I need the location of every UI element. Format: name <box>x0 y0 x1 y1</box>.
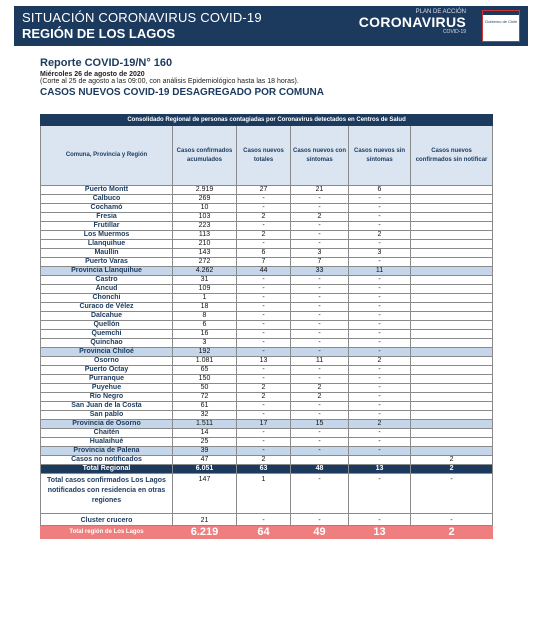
value-cell: 2 <box>411 526 493 539</box>
value-cell <box>411 186 493 195</box>
table-row <box>41 402 493 411</box>
value-cell: - <box>291 474 349 514</box>
comuna-cell: Quemchi <box>41 330 173 339</box>
value-cell: - <box>237 447 291 456</box>
value-cell: 4.262 <box>173 267 237 276</box>
table-row <box>41 321 493 330</box>
value-cell: - <box>237 312 291 321</box>
value-cell: - <box>291 438 349 447</box>
value-cell: 39 <box>173 447 237 456</box>
report-date: Miércoles 26 de agosto de 2020 <box>40 71 145 78</box>
value-cell: - <box>291 303 349 312</box>
value-cell: - <box>291 222 349 231</box>
value-cell: - <box>291 321 349 330</box>
value-cell: 61 <box>173 402 237 411</box>
value-cell: 13 <box>349 526 411 539</box>
value-cell: - <box>291 294 349 303</box>
comuna-cell: Total región de Los Lagos <box>41 526 173 539</box>
value-cell <box>411 411 493 420</box>
comuna-cell: Provincia Chiloé <box>41 348 173 357</box>
value-cell: 44 <box>237 267 291 276</box>
comuna-cell: Total casos confirmados Los Lagos notificados con residencia en otras regiones <box>41 474 173 514</box>
value-cell: 65 <box>173 366 237 375</box>
value-cell: - <box>349 384 411 393</box>
value-cell: 2 <box>237 456 291 465</box>
table-row <box>41 348 493 357</box>
value-cell: - <box>291 366 349 375</box>
value-cell: - <box>349 411 411 420</box>
value-cell: 150 <box>173 375 237 384</box>
table-row <box>41 465 493 474</box>
value-cell: - <box>237 375 291 384</box>
comuna-cell: Calbuco <box>41 195 173 204</box>
value-cell: - <box>349 339 411 348</box>
value-cell: - <box>237 195 291 204</box>
table-caption: Consolidado Regional de personas contagiadas por Coronavirus detectados en Centros de Salud <box>41 115 493 126</box>
value-cell: - <box>291 240 349 249</box>
value-cell: 21 <box>291 186 349 195</box>
value-cell: - <box>349 514 411 526</box>
value-cell <box>411 321 493 330</box>
value-cell: - <box>291 375 349 384</box>
table-row <box>41 204 493 213</box>
value-cell: 14 <box>173 429 237 438</box>
value-cell: - <box>411 514 493 526</box>
comuna-cell: Maullín <box>41 249 173 258</box>
value-cell: - <box>237 285 291 294</box>
value-cell: 2 <box>411 465 493 474</box>
value-cell: 2 <box>291 393 349 402</box>
table-row <box>41 393 493 402</box>
table-row <box>41 249 493 258</box>
cases-table <box>40 114 493 539</box>
value-cell: 25 <box>173 438 237 447</box>
value-cell: 47 <box>173 456 237 465</box>
value-cell: 6 <box>237 249 291 258</box>
table-row <box>41 366 493 375</box>
value-cell: - <box>411 474 493 514</box>
value-cell: 7 <box>291 258 349 267</box>
banner-title-line2: REGIÓN DE LOS LAGOS <box>22 26 176 41</box>
table-row <box>41 330 493 339</box>
brand-sub-label: COVID-19 <box>442 29 466 35</box>
value-cell: - <box>349 321 411 330</box>
value-cell: - <box>237 402 291 411</box>
comuna-cell: Provincia Llanquihue <box>41 267 173 276</box>
value-cell <box>411 240 493 249</box>
value-cell: 33 <box>291 267 349 276</box>
comuna-cell: San Juan de la Costa <box>41 402 173 411</box>
comuna-cell: Frutillar <box>41 222 173 231</box>
value-cell: 2 <box>237 231 291 240</box>
value-cell: 2 <box>291 384 349 393</box>
value-cell: 2.919 <box>173 186 237 195</box>
value-cell: 113 <box>173 231 237 240</box>
value-cell: - <box>237 348 291 357</box>
value-cell: 6.051 <box>173 465 237 474</box>
value-cell <box>411 402 493 411</box>
value-cell: - <box>291 402 349 411</box>
comuna-cell: Puerto Octay <box>41 366 173 375</box>
value-cell: 2 <box>237 393 291 402</box>
comuna-cell: Quellón <box>41 321 173 330</box>
value-cell: 16 <box>173 330 237 339</box>
value-cell: 6 <box>173 321 237 330</box>
table-row <box>41 294 493 303</box>
value-cell <box>411 267 493 276</box>
value-cell: 17 <box>237 420 291 429</box>
value-cell: - <box>349 474 411 514</box>
table-row <box>41 240 493 249</box>
table-row <box>41 231 493 240</box>
value-cell: 2 <box>291 213 349 222</box>
value-cell <box>411 348 493 357</box>
value-cell <box>411 384 493 393</box>
value-cell: - <box>349 429 411 438</box>
value-cell: - <box>291 348 349 357</box>
value-cell: - <box>349 447 411 456</box>
value-cell: 3 <box>173 339 237 348</box>
coronavirus-logo <box>359 9 466 35</box>
table-header-row <box>41 126 493 186</box>
value-cell: - <box>291 195 349 204</box>
value-cell <box>411 303 493 312</box>
value-cell: - <box>349 366 411 375</box>
comuna-cell: Curaco de Vélez <box>41 303 173 312</box>
comuna-cell: Los Muermos <box>41 231 173 240</box>
comuna-cell: Ancud <box>41 285 173 294</box>
value-cell: - <box>349 294 411 303</box>
value-cell: - <box>349 375 411 384</box>
value-cell <box>411 447 493 456</box>
total-row <box>41 526 493 539</box>
value-cell: 147 <box>173 474 237 514</box>
value-cell: 63 <box>237 465 291 474</box>
comuna-cell: Llanquihue <box>41 240 173 249</box>
value-cell: - <box>349 258 411 267</box>
value-cell: 64 <box>237 526 291 539</box>
value-cell: - <box>237 222 291 231</box>
value-cell: - <box>237 204 291 213</box>
value-cell: 11 <box>291 357 349 366</box>
value-cell: - <box>291 231 349 240</box>
value-cell <box>411 285 493 294</box>
report-note: (Corte al 25 de agosto a las 09:00, con análisis Epidemiológico hasta las 18 horas). <box>40 78 299 85</box>
value-cell <box>411 231 493 240</box>
table-row <box>41 339 493 348</box>
table-row <box>41 474 493 514</box>
table-row <box>41 456 493 465</box>
value-cell: - <box>349 402 411 411</box>
banner-title-line1: SITUACIÓN CORONAVIRUS COVID-19 <box>22 10 262 25</box>
value-cell: - <box>237 438 291 447</box>
value-cell: - <box>349 438 411 447</box>
value-cell: 8 <box>173 312 237 321</box>
value-cell: - <box>349 240 411 249</box>
value-cell <box>411 357 493 366</box>
value-cell: 269 <box>173 195 237 204</box>
table-row <box>41 384 493 393</box>
value-cell: 13 <box>237 357 291 366</box>
value-cell: 109 <box>173 285 237 294</box>
value-cell: - <box>291 339 349 348</box>
value-cell <box>411 330 493 339</box>
value-cell: - <box>291 411 349 420</box>
value-cell: 2 <box>349 357 411 366</box>
value-cell <box>411 276 493 285</box>
table-row <box>41 267 493 276</box>
comuna-cell: Puyehue <box>41 384 173 393</box>
value-cell: 27 <box>237 186 291 195</box>
table-row <box>41 438 493 447</box>
value-cell: 6 <box>349 186 411 195</box>
value-cell: 2 <box>237 384 291 393</box>
value-cell: - <box>237 276 291 285</box>
value-cell <box>411 258 493 267</box>
value-cell: - <box>291 204 349 213</box>
comuna-cell: Purranque <box>41 375 173 384</box>
value-cell <box>349 456 411 465</box>
table-row <box>41 411 493 420</box>
value-cell: - <box>291 514 349 526</box>
table-row <box>41 375 493 384</box>
value-cell: - <box>349 213 411 222</box>
value-cell: - <box>291 276 349 285</box>
value-cell: 2 <box>237 213 291 222</box>
government-label: Gobierno de Chile <box>485 19 518 24</box>
value-cell: 72 <box>173 393 237 402</box>
comuna-cell: Fresia <box>41 213 173 222</box>
table-row <box>41 195 493 204</box>
comuna-cell: Provincia de Osorno <box>41 420 173 429</box>
value-cell: - <box>237 429 291 438</box>
plan-label: PLAN DE ACCIÓN <box>415 9 466 15</box>
value-cell: 50 <box>173 384 237 393</box>
value-cell: - <box>349 312 411 321</box>
value-cell: 223 <box>173 222 237 231</box>
comuna-cell: Río Negro <box>41 393 173 402</box>
table-row <box>41 357 493 366</box>
value-cell: 192 <box>173 348 237 357</box>
value-cell: - <box>237 240 291 249</box>
value-cell <box>411 195 493 204</box>
value-cell: - <box>291 429 349 438</box>
value-cell: 32 <box>173 411 237 420</box>
value-cell: - <box>349 204 411 213</box>
value-cell: 6.219 <box>173 526 237 539</box>
value-cell: 1.511 <box>173 420 237 429</box>
comuna-cell: Puerto Varas <box>41 258 173 267</box>
comuna-cell: Provincia de Palena <box>41 447 173 456</box>
value-cell <box>411 393 493 402</box>
value-cell: 48 <box>291 465 349 474</box>
value-cell: - <box>237 330 291 339</box>
value-cell: 11 <box>349 267 411 276</box>
table-row <box>41 429 493 438</box>
value-cell: 3 <box>291 249 349 258</box>
value-cell: 18 <box>173 303 237 312</box>
table-row <box>41 213 493 222</box>
value-cell: 1.081 <box>173 357 237 366</box>
value-cell: - <box>291 312 349 321</box>
value-cell: - <box>349 222 411 231</box>
value-cell: - <box>349 303 411 312</box>
comuna-cell: Dalcahue <box>41 312 173 321</box>
value-cell: - <box>237 294 291 303</box>
table-row <box>41 303 493 312</box>
header-banner <box>14 6 528 46</box>
value-cell: - <box>237 411 291 420</box>
table-row <box>41 276 493 285</box>
value-cell: - <box>349 285 411 294</box>
value-cell: 13 <box>349 465 411 474</box>
value-cell <box>411 213 493 222</box>
value-cell: - <box>349 393 411 402</box>
value-cell: - <box>349 348 411 357</box>
table-row <box>41 514 493 526</box>
value-cell <box>291 456 349 465</box>
value-cell: - <box>237 321 291 330</box>
value-cell: 49 <box>291 526 349 539</box>
value-cell <box>411 438 493 447</box>
comuna-cell: Hualaihué <box>41 438 173 447</box>
header-cell: Casos nuevos con síntomas <box>291 126 349 186</box>
value-cell: 2 <box>349 420 411 429</box>
table-caption-row <box>41 115 493 126</box>
value-cell: - <box>291 285 349 294</box>
value-cell: - <box>237 339 291 348</box>
value-cell: 2 <box>411 456 493 465</box>
table-row <box>41 420 493 429</box>
header-cell: Comuna, Provincia y Región <box>41 126 173 186</box>
table-row <box>41 258 493 267</box>
value-cell: 2 <box>349 231 411 240</box>
value-cell: 31 <box>173 276 237 285</box>
value-cell: 10 <box>173 204 237 213</box>
value-cell: 143 <box>173 249 237 258</box>
report-header <box>40 57 324 98</box>
value-cell: 272 <box>173 258 237 267</box>
value-cell: 3 <box>349 249 411 258</box>
value-cell: 1 <box>237 474 291 514</box>
value-cell: - <box>291 330 349 339</box>
value-cell <box>411 249 493 258</box>
comuna-cell: Chonchi <box>41 294 173 303</box>
value-cell <box>411 222 493 231</box>
value-cell: 1 <box>173 294 237 303</box>
header-cell: Casos nuevos confirmados sin notificar <box>411 126 493 186</box>
value-cell: - <box>291 447 349 456</box>
value-cell <box>411 375 493 384</box>
comuna-cell: San pablo <box>41 411 173 420</box>
table-row <box>41 186 493 195</box>
comuna-cell: Casos no notificados <box>41 456 173 465</box>
value-cell: - <box>349 330 411 339</box>
brand-label: CORONAVIRUS <box>358 14 466 30</box>
report-title: Reporte COVID-19/N° 160 <box>40 57 173 69</box>
value-cell <box>411 312 493 321</box>
value-cell <box>411 366 493 375</box>
value-cell: - <box>237 303 291 312</box>
report-subtitle: CASOS NUEVOS COVID-19 DESAGREGADO POR COMUNA <box>40 87 324 98</box>
comuna-cell: Total Regional <box>41 465 173 474</box>
value-cell: - <box>349 195 411 204</box>
value-cell <box>411 420 493 429</box>
comuna-cell: Cluster crucero <box>41 514 173 526</box>
value-cell: 21 <box>173 514 237 526</box>
header-cell: Casos confirmados acumulados <box>173 126 237 186</box>
government-logo <box>482 10 520 42</box>
table-row <box>41 222 493 231</box>
value-cell: 103 <box>173 213 237 222</box>
value-cell: 15 <box>291 420 349 429</box>
comuna-cell: Castro <box>41 276 173 285</box>
value-cell <box>411 204 493 213</box>
value-cell: 210 <box>173 240 237 249</box>
value-cell: 7 <box>237 258 291 267</box>
comuna-cell: Osorno <box>41 357 173 366</box>
comuna-cell: Puerto Montt <box>41 186 173 195</box>
table-row <box>41 285 493 294</box>
table-row <box>41 447 493 456</box>
value-cell <box>411 429 493 438</box>
comuna-cell: Cochamó <box>41 204 173 213</box>
table-row <box>41 312 493 321</box>
value-cell <box>411 294 493 303</box>
value-cell <box>411 339 493 348</box>
value-cell: - <box>237 514 291 526</box>
value-cell: - <box>237 366 291 375</box>
comuna-cell: Chaitén <box>41 429 173 438</box>
comuna-cell: Quinchao <box>41 339 173 348</box>
value-cell: - <box>349 276 411 285</box>
header-cell: Casos nuevos totales <box>237 126 291 186</box>
header-cell: Casos nuevos sin síntomas <box>349 126 411 186</box>
